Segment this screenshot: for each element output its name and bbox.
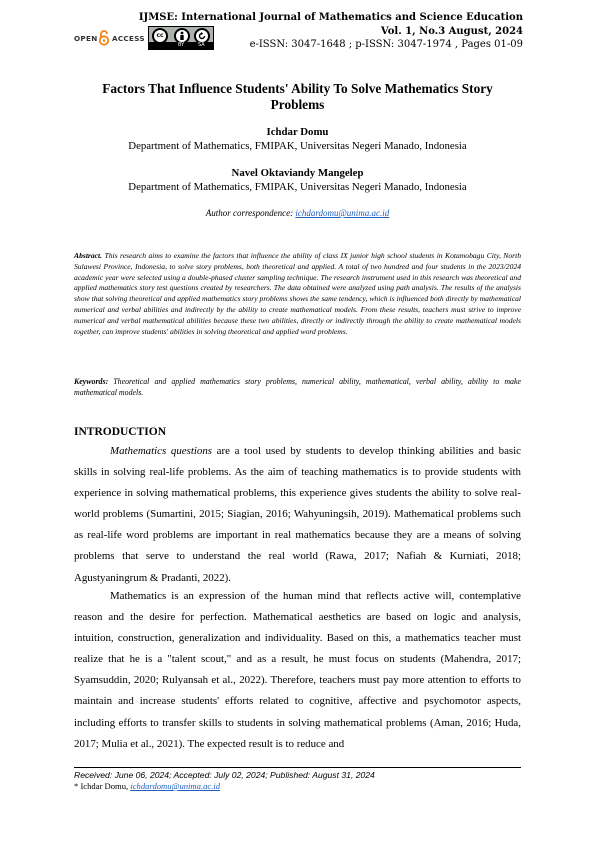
author-name: Navel Oktaviandy Mangelep [231, 167, 364, 179]
footer-author-prefix: * Ichdar Domu, [74, 781, 131, 791]
open-access-open-text: OPEN [74, 34, 98, 43]
correspondence-label: Author correspondence: [205, 208, 296, 218]
author-block-1 [74, 125, 521, 153]
journal-issn: e-ISSN: 3047-1648 ; p-ISSN: 3047-1974 , Pages 01-09 [249, 39, 523, 50]
abstract-text: This research aims to examine the factors that influence the ability of class IX junior high school students in Kotamobagu City, North Sulawesi Province, Indonesia, to solve story problems, both theoretical and applied. A total of two hundred and four students in the 2023/2024 academic year were selected using a double-phased cluster sampling technique. The research instrument used in this research was theoretical and applied mathematics story test questions created by researchers. The data obtained were analyzed using path analysis. The results of the analysis show that solving theoretical and applied mathematics story problems shows the same tendency, which is influenced both directly by mathematical numerical and verbal abilities and indirectly by the ability to create mathematical models. From these results, teachers must strive to improve numerical and verbal mathematical abilities because these two abilities, directly or indirectly through the ability to create mathematical models together, can improve students' abilities in solving theoretical and applied word problems. [74, 251, 521, 336]
open-access-logo [74, 30, 144, 48]
author-correspondence [74, 208, 521, 218]
open-access-access-text: ACCESS [112, 34, 145, 43]
abstract-label: Abstract. [74, 251, 103, 260]
footer-author [74, 781, 220, 791]
correspondence-email-link[interactable]: ichdardomu@unima.ac.id [295, 208, 390, 218]
paragraph-text: are a tool used by students to develop thinking abilities and basic skills in solving real-life problems. As the aim of teaching mathematics is to provide students with experience in solving mathematical problems, this experience gives students the ability to solve real-world problems (Sumartini, 2015; Siagian, 2016; Wahyuningsih, 2019). Mathematical problems such as real-life word problems are important in real mathematics because they are a means of solving problems that serve to understand the real world (Rawa, 2017; Nafiah & Kurniati, 2018; Agustyaningrum & Pradanti, 2022). [74, 445, 522, 584]
abstract [74, 251, 521, 337]
paragraph-italic-lead: Mathematics questions [110, 445, 213, 457]
body-paragraph-2 [74, 586, 521, 755]
paper-title: Factors That Influence Students' Ability To Solve Mathematics Story Problems [102, 81, 493, 112]
open-lock-icon [98, 30, 110, 46]
footer-dates: Received: June 06, 2024; Accepted: July 02, 2024; Published: August 31, 2024 [74, 770, 375, 780]
sa-label: SA [198, 42, 205, 48]
keywords-text: Theoretical and applied mathematics story problems, numerical ability, mathematical, verbal ability, ability to make mathematical models. [74, 377, 521, 397]
paragraph-text: Mathematics is an expression of the human mind that reflects active will, contemplative reason and the desire for perfection. Mathematical aesthetics are based on logic and analysis, intuition, construction, generalization and individuality. Based on this, a mathematics teacher must realize that he is a "talent scout," and as a result, he must focus on students (Mahendra, 2017; Syamsuddin, 2020; Rulyansah et al., 2022). Therefore, teachers must pay more attention to efforts to maintain and increase students' efforts related to cognitive, affective and psychomotor aspects, including efforts to transfer skills to students in solving mathematical problems (Aman, 2016; Huda, 2017; Mulia et al., 2021). The expected result is to reduce and [74, 590, 521, 750]
journal-name: IJMSE: International Journal of Mathematics and Science Education [138, 12, 523, 23]
by-label: BY [178, 42, 185, 48]
author-affiliation: Department of Mathematics, FMIPAK, Universitas Negeri Manado, Indonesia [128, 181, 467, 193]
section-heading-introduction: INTRODUCTION [74, 426, 167, 438]
footer-divider [74, 767, 521, 768]
author-name: Ichdar Domu [266, 126, 329, 138]
author-affiliation: Department of Mathematics, FMIPAK, Universitas Negeri Manado, Indonesia [128, 140, 467, 152]
body-paragraph-1 [74, 441, 521, 589]
journal-volume: Vol. 1, No.3 August, 2024 [380, 25, 523, 37]
journal-header [139, 11, 523, 52]
keywords [74, 376, 521, 398]
footer-email-link[interactable]: ichdardomu@unima.ac.id [130, 781, 221, 791]
keywords-label: Keywords: [74, 377, 109, 386]
cc-icon: cc [152, 28, 168, 44]
author-block-2 [74, 166, 521, 194]
